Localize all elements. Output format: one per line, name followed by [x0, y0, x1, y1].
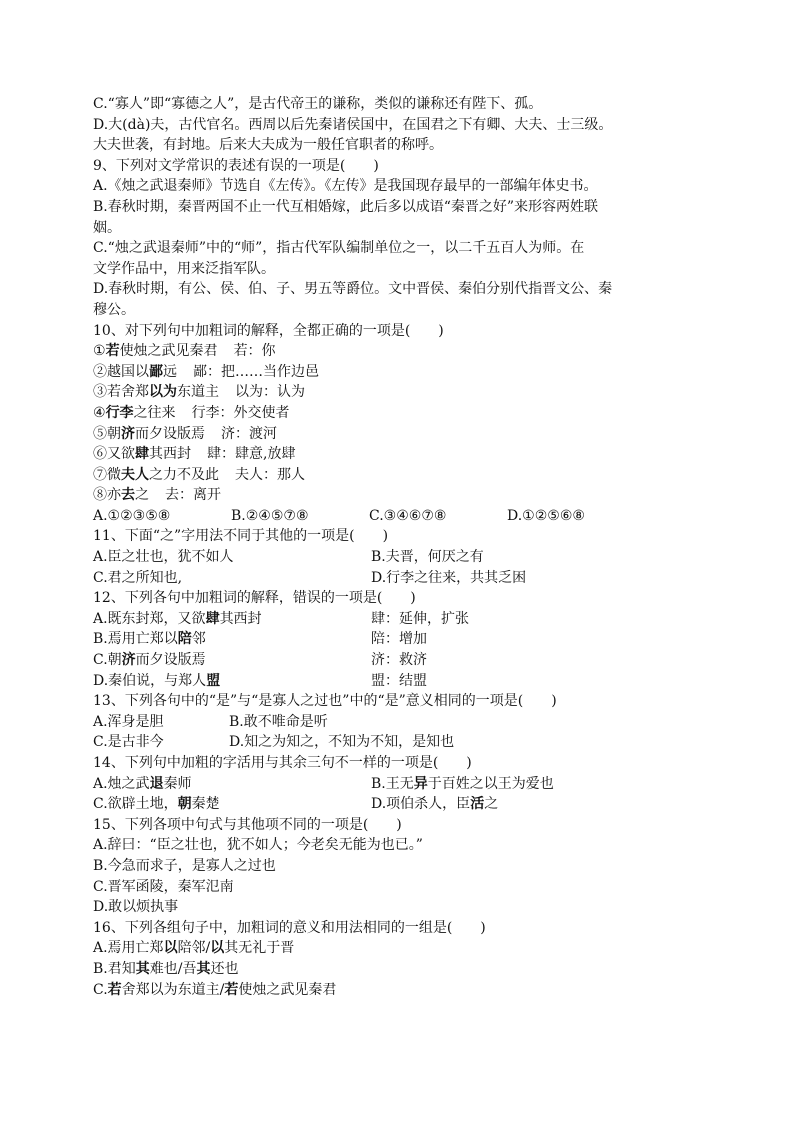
q16-option-b — [93, 959, 733, 980]
bold-word: 肆 — [205, 610, 220, 627]
q14-option-b — [371, 774, 554, 795]
item-text: ②越国以 — [93, 363, 149, 380]
q9-option-b: B.春秋时期，秦晋两国不止一代互相婚嫁，此后多以成语“秦晋之好”来形容两姓联 — [93, 198, 599, 215]
bold-word: 去 — [121, 487, 135, 504]
q12-option-text — [93, 609, 371, 630]
q10-item-4 — [93, 403, 733, 424]
bold-word: 若 — [107, 981, 122, 998]
q8-option-d: D.大(dà)夫，古代官名。西周以后先秦诸侯国中，在国君之下有卿、大夫、士三级。 — [93, 116, 613, 133]
option-text: 邻 — [191, 631, 206, 648]
option-text: 陪邻/ — [177, 940, 211, 957]
q10-item-7 — [93, 465, 733, 486]
q11-stem: 11、下面“之”字用法不同于其他的一项是( ) — [93, 528, 389, 545]
q12-option-note: 盟：结盟 — [371, 672, 427, 689]
option-text: A.烛之武 — [93, 775, 150, 792]
q13-stem: 13、下列各句中的“是”与“是寡人之过也”中的“是”意义相同的一项是( ) — [93, 693, 557, 710]
item-text: 其西封 — [149, 446, 191, 463]
item-text: 之往来 — [133, 404, 176, 421]
option-text: D.秦伯说，与郑人 — [93, 672, 207, 689]
option-text: 而夕设版焉 — [135, 652, 206, 669]
q9-option-d-cont: 穆公。 — [93, 301, 135, 318]
q16-stem: 16、下列各组句子中，加粗词的意义和用法相同的一组是( ) — [93, 919, 486, 936]
q12-option-b — [93, 629, 733, 650]
exam-page — [93, 94, 733, 1000]
item-text: ⑧亦 — [93, 487, 121, 504]
item-text: ③若舍郑 — [93, 384, 149, 401]
option-text: C.朝 — [93, 652, 122, 669]
bold-word: 其 — [196, 960, 211, 977]
q14-option-d — [371, 794, 498, 815]
item-note: 鄙：把……当作边邑 — [193, 363, 319, 380]
q15-option-b: B.今急而求子，是寡人之过也 — [93, 857, 276, 874]
q10-item-8 — [93, 485, 733, 506]
q10-item-3 — [93, 382, 733, 403]
q11-option-d: D.行李之往来，共其乏困 — [371, 569, 527, 586]
q13-option-a: A.浑身是胆 — [93, 713, 164, 730]
q9-option-a: A.《烛之武退秦师》节选自《左传》。《左传》是我国现存最早的一部编年体史书。 — [93, 178, 598, 195]
q14-option-c — [93, 794, 371, 815]
option-text: C.欲辟土地， — [93, 796, 178, 813]
item-note: 夫人：那人 — [235, 466, 305, 483]
bold-word: 肆 — [135, 446, 149, 463]
item-note: 肆：肆意,放肆 — [207, 446, 296, 463]
option-text: C. — [93, 981, 108, 998]
option-text: 舍郑以为东道主/ — [121, 981, 225, 998]
option-text: D.项伯杀人，臣 — [371, 796, 471, 813]
option-text: 秦师 — [163, 775, 192, 792]
bold-word: 以 — [210, 940, 225, 957]
q10-options — [93, 506, 733, 527]
bold-word: 其 — [135, 960, 150, 977]
item-text: ① — [93, 343, 106, 360]
q14-options-row-1 — [93, 774, 733, 795]
q11-option-b: B.夫晋，何厌之有 — [371, 549, 484, 566]
q10-item-2 — [93, 362, 733, 383]
q8-option-c: C.“寡人”即“寡德之人”，是古代帝王的谦称，类似的谦称还有陛下、孤。 — [93, 96, 543, 112]
q9-stem: 9、下列对文学常识的表述有误的一项是( ) — [93, 157, 379, 174]
item-text: 远 — [163, 363, 177, 380]
q8-option-d-cont: 大夫世袭，有封地。后来大夫成为一般任官职者的称呼。 — [93, 137, 443, 154]
q15-option-c: C.晋军函陵，秦军氾南 — [93, 878, 234, 895]
option-text: 使烛之武见秦君 — [238, 981, 337, 998]
item-text: 而夕设版焉 — [135, 425, 205, 442]
q15-option-d: D.敢以烦执事 — [93, 899, 179, 916]
q9-option-d: D.春秋时期，有公、侯、伯、子、男五等爵位。文中晋侯、秦伯分别代指晋文公、秦 — [93, 281, 613, 298]
q12-option-a — [93, 609, 733, 630]
item-text: 东道主 — [177, 384, 219, 401]
q12-option-note: 肆：延伸，扩张 — [371, 610, 469, 627]
item-note: 若：你 — [233, 343, 276, 360]
q16-option-a — [93, 938, 733, 959]
bold-word: 若 — [224, 981, 239, 998]
bold-word: 以 — [163, 940, 178, 957]
q12-option-text — [93, 671, 371, 692]
bold-word: 盟 — [206, 672, 221, 689]
q10-item-6 — [93, 444, 733, 465]
q12-option-d — [93, 671, 733, 692]
option-text: B.君知 — [93, 960, 136, 977]
option-text: 还也 — [210, 960, 239, 977]
item-note: 去：离开 — [165, 487, 221, 504]
q15-stem: 15、下列各项中句式与其他项不同的一项是( ) — [93, 816, 402, 833]
option-text: 其无礼于晋 — [224, 940, 295, 957]
item-text: 使烛之武见秦君 — [119, 343, 218, 360]
bold-word: 陪 — [177, 631, 192, 648]
q13-option-b: B.敢不唯命是听 — [229, 713, 328, 730]
item-text: 之力不及此 — [149, 466, 219, 483]
bold-word: 行李 — [105, 404, 134, 421]
bold-word: 退 — [149, 775, 164, 792]
bold-word: 异 — [413, 775, 428, 792]
bold-word: 济 — [121, 425, 135, 442]
option-text: 于百姓之以王为爱也 — [427, 775, 554, 792]
q10-option-d: D.①②⑤⑥⑧ — [507, 507, 585, 524]
q10-option-b: B.②④⑤⑦⑧ — [231, 507, 309, 524]
item-note: 以为：认为 — [235, 384, 305, 401]
item-note: 济：渡河 — [221, 425, 277, 442]
q13-options-row-2 — [93, 732, 733, 753]
q13-option-d: D.知之为知之，不知为不知，是知也 — [229, 734, 455, 751]
q12-option-c — [93, 650, 733, 671]
q12-option-text — [93, 650, 371, 671]
option-text: 难也/吾 — [149, 960, 197, 977]
item-text: ④ — [93, 404, 106, 421]
q13-option-c: C.是古非今 — [93, 734, 164, 751]
bold-word: 夫人 — [121, 466, 149, 483]
option-text: A.焉用亡郑 — [93, 940, 164, 957]
item-note: 行李：外交使者 — [191, 404, 290, 421]
item-text: 之 — [135, 487, 149, 504]
q10-option-a: A.①②③⑤⑧ — [93, 507, 171, 524]
bold-word: 以为 — [149, 384, 177, 401]
q12-option-text — [93, 629, 371, 650]
q11-option-c: C.君之所知也, — [93, 569, 183, 586]
q9-option-b-cont: 姻。 — [93, 219, 121, 236]
item-text: ⑦微 — [93, 466, 121, 483]
option-text: 之 — [484, 796, 499, 813]
bold-word: 鄙 — [149, 363, 163, 380]
option-text: 秦楚 — [191, 796, 220, 813]
q12-option-note: 济：救济 — [371, 652, 427, 669]
q10-item-1 — [93, 341, 733, 362]
q12-stem: 12、下列各句中加粗词的解释，错误的一项是( ) — [93, 590, 416, 607]
q12-option-note: 陪：增加 — [371, 631, 427, 648]
bold-word: 济 — [121, 652, 136, 669]
bold-word: 若 — [105, 343, 120, 360]
q11-options-row-1 — [93, 547, 733, 568]
q14-stem: 14、下列句中加粗的字活用与其余三句不一样的一项是( ) — [93, 755, 472, 771]
q10-stem: 10、对下列句中加粗词的解释，全都正确的一项是( ) — [93, 322, 444, 339]
option-text: 其西封 — [219, 610, 262, 627]
q13-options-row-1 — [93, 712, 733, 733]
q9-option-c-cont: 文学作品中，用来泛指军队。 — [93, 260, 275, 277]
item-text: ⑥又欲 — [93, 446, 135, 463]
q15-option-a: A.辞曰：“臣之壮也，犹不如人；今老矣无能为也已。” — [93, 837, 423, 854]
option-text: A.既东封郑，又欲 — [93, 610, 206, 627]
q11-option-a: A.臣之壮也，犹不如人 — [93, 549, 234, 566]
option-text: B.焉用亡郑以 — [93, 631, 178, 648]
q14-option-a — [93, 774, 371, 795]
q10-option-c: C.③④⑥⑦⑧ — [369, 507, 447, 524]
q10-item-5 — [93, 424, 733, 445]
q11-options-row-2 — [93, 568, 733, 589]
q14-options-row-2 — [93, 794, 733, 815]
q16-option-c — [93, 980, 733, 1001]
option-text: B.王无 — [371, 775, 414, 792]
bold-word: 活 — [470, 796, 485, 813]
q9-option-c: C.“烛之武退秦师”中的“师”，指古代军队编制单位之一，以二千五百人为师。在 — [93, 240, 585, 257]
bold-word: 朝 — [177, 796, 192, 813]
item-text: ⑤朝 — [93, 425, 121, 442]
